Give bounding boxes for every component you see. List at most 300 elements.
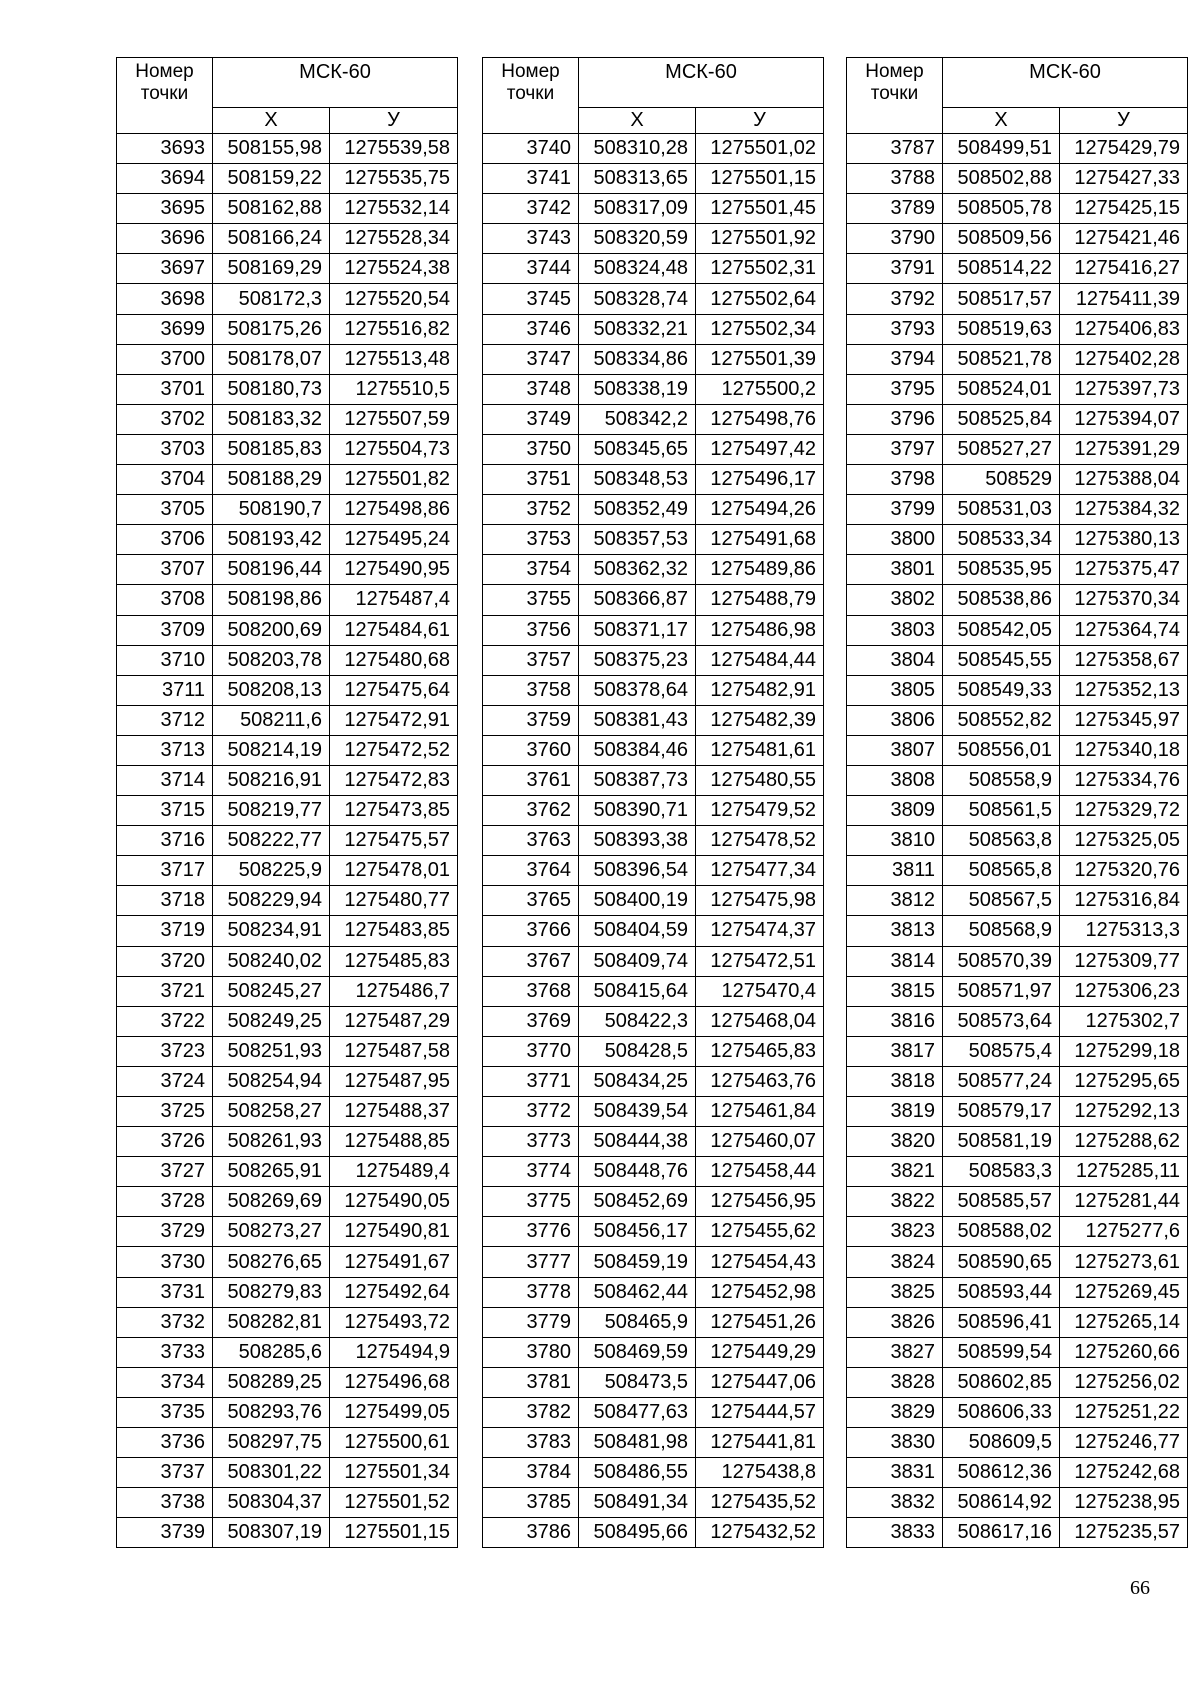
table-row: [483, 1518, 824, 1548]
point-number-cell: 3755: [483, 585, 579, 615]
y-coordinate-cell: 1275394,07: [1060, 404, 1188, 434]
y-coordinate-cell: 1275516,82: [330, 314, 458, 344]
point-number-cell: 3833: [847, 1518, 943, 1548]
y-coordinate-cell: 1275532,14: [330, 194, 458, 224]
x-coordinate-cell: 508456,17: [579, 1217, 696, 1247]
x-header: X: [579, 108, 696, 134]
y-coordinate-cell: 1275432,52: [696, 1518, 824, 1548]
x-coordinate-cell: 508352,49: [579, 495, 696, 525]
y-coordinate-cell: 1275447,06: [696, 1367, 824, 1397]
y-coordinate-cell: 1275487,58: [330, 1036, 458, 1066]
x-coordinate-cell: 508404,59: [579, 916, 696, 946]
point-number-cell: 3761: [483, 765, 579, 795]
y-coordinate-cell: 1275501,02: [696, 134, 824, 164]
point-number-cell: 3706: [117, 525, 213, 555]
x-coordinate-cell: 508590,65: [943, 1247, 1060, 1277]
x-coordinate-cell: 508265,91: [213, 1157, 330, 1187]
table-row: [117, 1217, 458, 1247]
y-coordinate-cell: 1275470,4: [696, 976, 824, 1006]
point-number-cell: 3822: [847, 1187, 943, 1217]
table-row: [483, 374, 824, 404]
table-row: [847, 826, 1188, 856]
point-number-cell: 3821: [847, 1157, 943, 1187]
table-row: [847, 856, 1188, 886]
x-coordinate-cell: 508378,64: [579, 675, 696, 705]
point-number-cell: 3759: [483, 705, 579, 735]
x-coordinate-cell: 508535,95: [943, 555, 1060, 585]
x-coordinate-cell: 508338,19: [579, 374, 696, 404]
x-coordinate-cell: 508617,16: [943, 1518, 1060, 1548]
x-coordinate-cell: 508249,25: [213, 1006, 330, 1036]
point-number-cell: 3695: [117, 194, 213, 224]
table-row: [117, 1157, 458, 1187]
point-number-cell: 3707: [117, 555, 213, 585]
table-row: [483, 1397, 824, 1427]
y-coordinate-cell: 1275472,52: [330, 735, 458, 765]
table-row: [847, 1488, 1188, 1518]
x-coordinate-cell: 508269,69: [213, 1187, 330, 1217]
point-number-cell: 3780: [483, 1337, 579, 1367]
table-row: [847, 1157, 1188, 1187]
point-number-cell: 3768: [483, 976, 579, 1006]
y-coordinate-cell: 1275246,77: [1060, 1428, 1188, 1458]
y-coordinate-cell: 1275482,39: [696, 705, 824, 735]
table-row: [483, 1036, 824, 1066]
point-number-cell: 3700: [117, 344, 213, 374]
point-number-cell: 3705: [117, 495, 213, 525]
point-number-cell: 3816: [847, 1006, 943, 1036]
x-coordinate-cell: 508545,55: [943, 645, 1060, 675]
point-number-cell: 3704: [117, 465, 213, 495]
table-row: [117, 826, 458, 856]
x-coordinate-cell: 508533,34: [943, 525, 1060, 555]
y-coordinate-cell: 1275292,13: [1060, 1097, 1188, 1127]
y-coordinate-cell: 1275472,91: [330, 705, 458, 735]
y-coordinate-cell: 1275251,22: [1060, 1397, 1188, 1427]
table-row: [483, 1428, 824, 1458]
x-coordinate-cell: 508342,2: [579, 404, 696, 434]
point-number-cell: 3728: [117, 1187, 213, 1217]
y-coordinate-cell: 1275492,64: [330, 1277, 458, 1307]
table-row: [847, 1036, 1188, 1066]
y-coordinate-cell: 1275320,76: [1060, 856, 1188, 886]
y-coordinate-cell: 1275491,68: [696, 525, 824, 555]
y-coordinate-cell: 1275510,5: [330, 374, 458, 404]
y-coordinate-cell: 1275449,29: [696, 1337, 824, 1367]
y-coordinate-cell: 1275358,67: [1060, 645, 1188, 675]
y-coordinate-cell: 1275458,44: [696, 1157, 824, 1187]
table-row: [847, 1518, 1188, 1548]
table-row: [847, 374, 1188, 404]
point-number-cell: 3726: [117, 1127, 213, 1157]
table-row: [847, 404, 1188, 434]
x-coordinate-cell: 508276,65: [213, 1247, 330, 1277]
table-row: [483, 976, 824, 1006]
y-coordinate-cell: 1275501,52: [330, 1488, 458, 1518]
x-coordinate-cell: 508477,63: [579, 1397, 696, 1427]
x-coordinate-cell: 508459,19: [579, 1247, 696, 1277]
x-coordinate-cell: 508469,59: [579, 1337, 696, 1367]
point-number-cell: 3748: [483, 374, 579, 404]
x-coordinate-cell: 508301,22: [213, 1458, 330, 1488]
y-coordinate-cell: 1275340,18: [1060, 735, 1188, 765]
x-coordinate-cell: 508200,69: [213, 615, 330, 645]
coordinate-system-header: МСК-60: [213, 58, 458, 108]
y-coordinate-cell: 1275313,3: [1060, 916, 1188, 946]
point-number-cell: 3721: [117, 976, 213, 1006]
table-row: [483, 705, 824, 735]
x-header: X: [943, 108, 1060, 134]
x-coordinate-cell: 508573,64: [943, 1006, 1060, 1036]
y-coordinate-cell: 1275501,45: [696, 194, 824, 224]
table-row: [483, 585, 824, 615]
point-number-cell: 3808: [847, 765, 943, 795]
table-row: [117, 1458, 458, 1488]
table-row: [847, 1337, 1188, 1367]
x-coordinate-cell: 508222,77: [213, 826, 330, 856]
y-coordinate-cell: 1275380,13: [1060, 525, 1188, 555]
x-coordinate-cell: 508273,27: [213, 1217, 330, 1247]
table-row: [117, 735, 458, 765]
table-row: [483, 1277, 824, 1307]
x-coordinate-cell: 508203,78: [213, 645, 330, 675]
point-number-cell: 3713: [117, 735, 213, 765]
x-coordinate-cell: 508390,71: [579, 796, 696, 826]
y-coordinate-cell: 1275483,85: [330, 916, 458, 946]
y-coordinate-cell: 1275494,9: [330, 1337, 458, 1367]
point-number-cell: 3818: [847, 1066, 943, 1096]
table-row: [483, 1367, 824, 1397]
y-coordinate-cell: 1275488,37: [330, 1097, 458, 1127]
y-coordinate-cell: 1275490,81: [330, 1217, 458, 1247]
y-coordinate-cell: 1275281,44: [1060, 1187, 1188, 1217]
y-coordinate-cell: 1275495,24: [330, 525, 458, 555]
table-row: [483, 194, 824, 224]
x-coordinate-cell: 508162,88: [213, 194, 330, 224]
x-coordinate-cell: 508366,87: [579, 585, 696, 615]
y-coordinate-cell: 1275487,29: [330, 1006, 458, 1036]
x-coordinate-cell: 508538,86: [943, 585, 1060, 615]
table-row: [483, 675, 824, 705]
point-number-cell: 3730: [117, 1247, 213, 1277]
table-row: [847, 1277, 1188, 1307]
point-number-cell: 3774: [483, 1157, 579, 1187]
x-coordinate-cell: 508409,74: [579, 946, 696, 976]
y-coordinate-cell: 1275456,95: [696, 1187, 824, 1217]
y-coordinate-cell: 1275391,29: [1060, 434, 1188, 464]
y-coordinate-cell: 1275487,4: [330, 585, 458, 615]
table-row: [483, 284, 824, 314]
table-row: [117, 434, 458, 464]
y-coordinate-cell: 1275427,33: [1060, 164, 1188, 194]
table-row: [117, 1247, 458, 1277]
y-coordinate-cell: 1275478,52: [696, 826, 824, 856]
table-row: [847, 1127, 1188, 1157]
x-coordinate-cell: 508552,82: [943, 705, 1060, 735]
point-number-cell: 3771: [483, 1066, 579, 1096]
x-coordinate-cell: 508185,83: [213, 434, 330, 464]
page-number: 66: [1130, 1577, 1150, 1599]
point-number-cell: 3798: [847, 465, 943, 495]
point-number-cell: 3708: [117, 585, 213, 615]
x-coordinate-cell: 508190,7: [213, 495, 330, 525]
table-row: [117, 344, 458, 374]
x-coordinate-cell: 508570,39: [943, 946, 1060, 976]
y-coordinate-cell: 1275416,27: [1060, 254, 1188, 284]
y-coordinate-cell: 1275421,46: [1060, 224, 1188, 254]
y-coordinate-cell: 1275498,76: [696, 404, 824, 434]
x-coordinate-cell: 508240,02: [213, 946, 330, 976]
point-number-header: Номер точки: [847, 58, 943, 134]
point-number-cell: 3807: [847, 735, 943, 765]
y-coordinate-cell: 1275474,37: [696, 916, 824, 946]
y-coordinate-cell: 1275481,61: [696, 735, 824, 765]
point-number-cell: 3711: [117, 675, 213, 705]
point-number-cell: 3710: [117, 645, 213, 675]
x-coordinate-cell: 508583,3: [943, 1157, 1060, 1187]
x-coordinate-cell: 508561,5: [943, 796, 1060, 826]
point-number-cell: 3734: [117, 1367, 213, 1397]
table-row: [483, 254, 824, 284]
table-row: [117, 645, 458, 675]
point-number-cell: 3785: [483, 1488, 579, 1518]
table-row: [117, 856, 458, 886]
x-coordinate-cell: 508581,19: [943, 1127, 1060, 1157]
point-number-cell: 3719: [117, 916, 213, 946]
point-number-cell: 3749: [483, 404, 579, 434]
table-row: [117, 1097, 458, 1127]
point-number-cell: 3758: [483, 675, 579, 705]
y-coordinate-cell: 1275364,74: [1060, 615, 1188, 645]
point-number-cell: 3804: [847, 645, 943, 675]
table-row: [483, 555, 824, 585]
point-number-cell: 3739: [117, 1518, 213, 1548]
point-number-cell: 3722: [117, 1006, 213, 1036]
table-row: [847, 1247, 1188, 1277]
table-row: [117, 1518, 458, 1548]
x-coordinate-cell: 508196,44: [213, 555, 330, 585]
x-coordinate-cell: 508567,5: [943, 886, 1060, 916]
point-number-cell: 3743: [483, 224, 579, 254]
y-coordinate-cell: 1275461,84: [696, 1097, 824, 1127]
x-coordinate-cell: 508439,54: [579, 1097, 696, 1127]
table-row: [483, 1488, 824, 1518]
x-coordinate-cell: 508183,32: [213, 404, 330, 434]
x-coordinate-cell: 508216,91: [213, 765, 330, 795]
table-row: [117, 1006, 458, 1036]
point-number-cell: 3826: [847, 1307, 943, 1337]
point-number-cell: 3831: [847, 1458, 943, 1488]
point-number-cell: 3696: [117, 224, 213, 254]
y-coordinate-cell: 1275452,98: [696, 1277, 824, 1307]
point-number-cell: 3715: [117, 796, 213, 826]
point-number-cell: 3788: [847, 164, 943, 194]
point-number-cell: 3773: [483, 1127, 579, 1157]
point-number-cell: 3783: [483, 1428, 579, 1458]
y-coordinate-cell: 1275501,15: [330, 1518, 458, 1548]
y-coordinate-cell: 1275475,98: [696, 886, 824, 916]
point-number-cell: 3782: [483, 1397, 579, 1427]
table-row: [483, 1066, 824, 1096]
point-number-cell: 3729: [117, 1217, 213, 1247]
y-header: У: [696, 108, 824, 134]
table-row: [117, 1036, 458, 1066]
y-coordinate-cell: 1275493,72: [330, 1307, 458, 1337]
table-row: [483, 735, 824, 765]
x-coordinate-cell: 508517,57: [943, 284, 1060, 314]
table-row: [117, 886, 458, 916]
x-coordinate-cell: 508285,6: [213, 1337, 330, 1367]
point-number-cell: 3747: [483, 344, 579, 374]
table-row: [117, 224, 458, 254]
y-coordinate-cell: 1275260,66: [1060, 1337, 1188, 1367]
y-coordinate-cell: 1275306,23: [1060, 976, 1188, 1006]
table-row: [847, 585, 1188, 615]
y-coordinate-cell: 1275454,43: [696, 1247, 824, 1277]
point-number-cell: 3775: [483, 1187, 579, 1217]
table-row: [483, 946, 824, 976]
y-coordinate-cell: 1275535,75: [330, 164, 458, 194]
x-coordinate-cell: 508579,17: [943, 1097, 1060, 1127]
x-coordinate-cell: 508254,94: [213, 1066, 330, 1096]
point-number-cell: 3725: [117, 1097, 213, 1127]
table-row: [483, 224, 824, 254]
y-coordinate-cell: 1275411,39: [1060, 284, 1188, 314]
table-row: [847, 465, 1188, 495]
x-coordinate-cell: 508428,5: [579, 1036, 696, 1066]
point-number-cell: 3714: [117, 765, 213, 795]
y-header: У: [1060, 108, 1188, 134]
x-coordinate-cell: 508465,9: [579, 1307, 696, 1337]
point-number-cell: 3763: [483, 826, 579, 856]
point-number-cell: 3790: [847, 224, 943, 254]
y-coordinate-cell: 1275513,48: [330, 344, 458, 374]
x-coordinate-cell: 508505,78: [943, 194, 1060, 224]
y-coordinate-cell: 1275502,64: [696, 284, 824, 314]
table-row: [117, 916, 458, 946]
table-row: [847, 194, 1188, 224]
point-number-cell: 3703: [117, 434, 213, 464]
table-row: [117, 675, 458, 705]
x-coordinate-cell: 508481,98: [579, 1428, 696, 1458]
point-number-cell: 3756: [483, 615, 579, 645]
table-row: [117, 1066, 458, 1096]
table-row: [847, 224, 1188, 254]
y-coordinate-cell: 1275502,34: [696, 314, 824, 344]
table-row: [117, 495, 458, 525]
y-coordinate-cell: 1275501,39: [696, 344, 824, 374]
table-row: [483, 1127, 824, 1157]
point-number-cell: 3795: [847, 374, 943, 404]
x-coordinate-cell: 508313,65: [579, 164, 696, 194]
y-coordinate-cell: 1275494,26: [696, 495, 824, 525]
x-coordinate-cell: 508602,85: [943, 1367, 1060, 1397]
y-coordinate-cell: 1275345,97: [1060, 705, 1188, 735]
point-number-cell: 3745: [483, 284, 579, 314]
y-coordinate-cell: 1275288,62: [1060, 1127, 1188, 1157]
x-coordinate-cell: 508159,22: [213, 164, 330, 194]
y-coordinate-cell: 1275309,77: [1060, 946, 1188, 976]
x-coordinate-cell: 508400,19: [579, 886, 696, 916]
table-row: [847, 1397, 1188, 1427]
table-row: [483, 1458, 824, 1488]
x-coordinate-cell: 508357,53: [579, 525, 696, 555]
point-number-cell: 3828: [847, 1367, 943, 1397]
y-coordinate-cell: 1275496,68: [330, 1367, 458, 1397]
y-coordinate-cell: 1275455,62: [696, 1217, 824, 1247]
y-coordinate-cell: 1275499,05: [330, 1397, 458, 1427]
point-number-cell: 3802: [847, 585, 943, 615]
table-row: [117, 374, 458, 404]
y-coordinate-cell: 1275484,61: [330, 615, 458, 645]
table-row: [483, 164, 824, 194]
y-coordinate-cell: 1275429,79: [1060, 134, 1188, 164]
point-number-cell: 3810: [847, 826, 943, 856]
x-coordinate-cell: 508549,33: [943, 675, 1060, 705]
y-coordinate-cell: 1275295,65: [1060, 1066, 1188, 1096]
point-number-cell: 3746: [483, 314, 579, 344]
table-row: [483, 645, 824, 675]
point-number-cell: 3800: [847, 525, 943, 555]
y-coordinate-cell: 1275507,59: [330, 404, 458, 434]
table-row: [847, 434, 1188, 464]
x-coordinate-cell: 508521,78: [943, 344, 1060, 374]
table-row: [117, 1367, 458, 1397]
y-coordinate-cell: 1275486,7: [330, 976, 458, 1006]
table-row: [847, 735, 1188, 765]
table-row: [847, 284, 1188, 314]
point-number-cell: 3817: [847, 1036, 943, 1066]
point-number-cell: 3751: [483, 465, 579, 495]
table-row: [847, 705, 1188, 735]
y-coordinate-cell: 1275402,28: [1060, 344, 1188, 374]
x-coordinate-cell: 508434,25: [579, 1066, 696, 1096]
point-number-cell: 3829: [847, 1397, 943, 1427]
y-coordinate-cell: 1275334,76: [1060, 765, 1188, 795]
table-row: [847, 1458, 1188, 1488]
table-row: [117, 1428, 458, 1458]
point-number-cell: 3809: [847, 796, 943, 826]
table-row: [117, 1307, 458, 1337]
y-coordinate-cell: 1275480,77: [330, 886, 458, 916]
table-row: [483, 314, 824, 344]
x-coordinate-cell: 508563,8: [943, 826, 1060, 856]
point-number-cell: 3764: [483, 856, 579, 886]
point-number-cell: 3697: [117, 254, 213, 284]
y-coordinate-cell: 1275465,83: [696, 1036, 824, 1066]
y-coordinate-cell: 1275329,72: [1060, 796, 1188, 826]
point-number-cell: 3737: [117, 1458, 213, 1488]
point-number-cell: 3832: [847, 1488, 943, 1518]
point-number-cell: 3806: [847, 705, 943, 735]
table-row: [847, 1187, 1188, 1217]
y-coordinate-cell: 1275299,18: [1060, 1036, 1188, 1066]
x-coordinate-cell: 508387,73: [579, 765, 696, 795]
x-coordinate-cell: 508531,03: [943, 495, 1060, 525]
table-row: [847, 495, 1188, 525]
y-coordinate-cell: 1275528,34: [330, 224, 458, 254]
x-coordinate-cell: 508571,97: [943, 976, 1060, 1006]
x-coordinate-cell: 508245,27: [213, 976, 330, 1006]
x-coordinate-cell: 508345,65: [579, 434, 696, 464]
table-row: [483, 856, 824, 886]
table-row: [847, 134, 1188, 164]
x-coordinate-cell: 508304,37: [213, 1488, 330, 1518]
coordinates-table-1: [116, 57, 458, 1548]
point-number-cell: 3754: [483, 555, 579, 585]
point-number-cell: 3765: [483, 886, 579, 916]
x-coordinate-cell: 508375,23: [579, 645, 696, 675]
